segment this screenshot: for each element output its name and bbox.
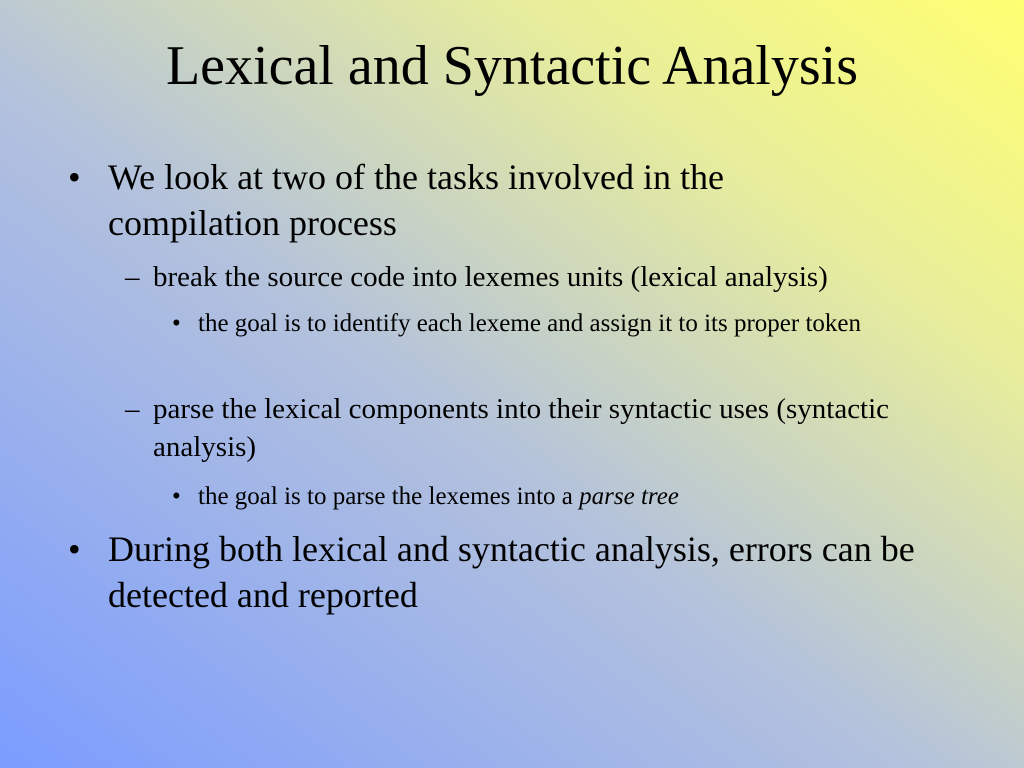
sub-bullet-text: break the source code into lexemes units (lexical analysis) xyxy=(153,261,828,293)
bullet-item xyxy=(68,154,968,246)
plain-text: the goal is to parse the lexemes into a xyxy=(198,483,580,510)
italic-term: parse tree xyxy=(579,483,679,510)
dash-marker: – xyxy=(125,393,140,425)
dash-marker: – xyxy=(125,261,140,293)
sub-bullet-item xyxy=(125,390,965,466)
sub-bullet-text: parse the lexical components into their syntactic uses (syntactic analysis) xyxy=(153,393,890,463)
slide-title: Lexical and Syntactic Analysis xyxy=(165,35,859,97)
bullet-marker: • xyxy=(68,529,81,569)
sub-sub-bullet-item xyxy=(172,479,972,514)
sub-sub-bullet-text xyxy=(198,479,972,514)
sub-sub-bullet-text: the goal is to identify each lexeme and assign it to its proper token xyxy=(198,310,862,337)
bullet-text: During both lexical and syntactic analysis, errors can be detected and reported xyxy=(108,529,915,615)
bullet-item xyxy=(68,526,968,618)
bullet-marker: • xyxy=(68,157,81,197)
sub-sub-bullet-item xyxy=(172,306,972,341)
bullet-marker: • xyxy=(172,310,181,337)
sub-bullet-item xyxy=(125,258,965,296)
bullet-marker: • xyxy=(172,483,181,510)
bullet-text: We look at two of the tasks involved in the compilation process xyxy=(108,157,724,243)
